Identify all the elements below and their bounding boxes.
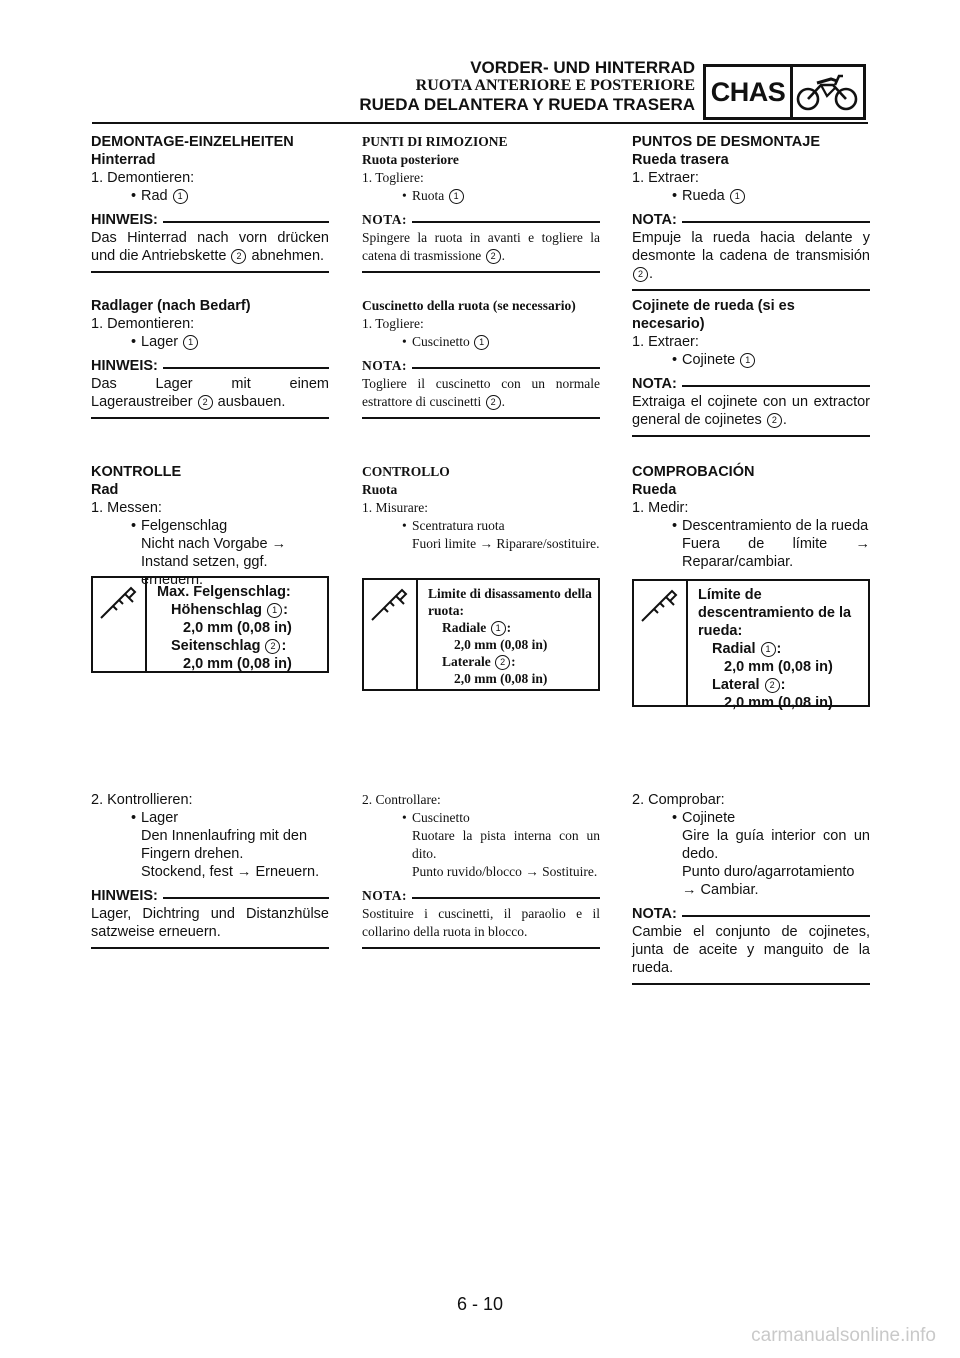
- step-text: 2. Comprobar:: [632, 792, 725, 808]
- note-box: [91, 357, 329, 419]
- motorcycle-icon: [793, 67, 863, 117]
- step-text: 2. Controllare:: [362, 792, 441, 807]
- note-label: NOTA:: [362, 888, 407, 903]
- spec-box: [91, 576, 329, 673]
- section-inspection: [362, 463, 600, 553]
- instruction-text: Gire la guía interior con un dedo.: [682, 828, 870, 862]
- caliper-icon: [93, 578, 147, 671]
- section-title: COMPROBACIÓN: [632, 464, 755, 480]
- section-title: PUNTI DI RIMOZIONE: [362, 134, 508, 149]
- section-title: Cojinete de rueda (si es necesario): [632, 298, 795, 332]
- instruction-text: Stockend, fest → Erneuern.: [141, 864, 320, 880]
- note-box: [632, 375, 870, 437]
- note-text: Cambie el conjunto de cojinetes, junta de aceite y manguito de la rueda.: [632, 923, 870, 985]
- section-bearing-check: [632, 791, 870, 985]
- watermark: carmanualsonline.info: [751, 1325, 936, 1346]
- section-title: KONTROLLE: [91, 464, 182, 480]
- bullet-item: • Ruota 1: [362, 187, 600, 205]
- caliper-icon: [364, 580, 418, 689]
- chapter-badge: [703, 64, 866, 120]
- note-text: Das Hinterrad nach vorn drücken und die Antriebskette 2 abnehmen.: [91, 229, 329, 273]
- section-removal: [91, 133, 329, 273]
- instruction-text: Ruotare la pista interna con un dito.: [412, 828, 600, 861]
- note-text: Empuje la rueda hacia delante y desmonte la cadena de transmisión 2 .: [632, 229, 870, 291]
- step-text: 1. Togliere:: [362, 170, 424, 185]
- page-header-titles: [359, 58, 695, 114]
- section-subtitle: Rueda: [632, 482, 677, 498]
- section-bearing-check: [91, 791, 329, 949]
- note-box: [91, 211, 329, 273]
- note-label: NOTA:: [362, 212, 407, 227]
- ref-number: 1: [173, 189, 188, 204]
- instruction-text: Fuori limite → Riparare/sostituire.: [412, 536, 600, 551]
- note-label: NOTA:: [632, 212, 677, 228]
- spec-box: [632, 579, 870, 711]
- bullet-item: • Rad 1: [91, 187, 329, 205]
- instruction-text: Punto ruvido/blocco → Sostituire.: [412, 864, 598, 879]
- section-subtitle: Ruota: [362, 482, 398, 497]
- bullet-item: • Scentratura ruota: [362, 517, 600, 535]
- note-label: NOTA:: [632, 376, 677, 392]
- bullet-item: • Cuscinetto: [362, 809, 600, 827]
- section-bearing-check: [362, 791, 600, 949]
- bullet-item: • Lager 1: [91, 333, 329, 351]
- note-label: NOTA:: [632, 906, 677, 922]
- section-title: CONTROLLO: [362, 464, 450, 479]
- note-label: NOTA:: [362, 358, 407, 373]
- chapter-badge-label: CHAS: [706, 67, 793, 117]
- step-text: 1. Extraer:: [632, 170, 699, 186]
- note-box: [632, 211, 870, 291]
- instruction-text: Den Innenlaufring mit den Fingern drehen.: [141, 828, 308, 862]
- note-label: HINWEIS:: [91, 888, 158, 904]
- note-box: [362, 357, 600, 419]
- step-text: 1. Misurare:: [362, 500, 428, 515]
- note-label: HINWEIS:: [91, 358, 158, 374]
- bullet-item: • Cojinete: [632, 809, 870, 827]
- section-title: Radlager (nach Bedarf): [91, 298, 251, 314]
- note-text: Extraiga el cojinete con un extractor general de cojinetes 2 .: [632, 393, 870, 437]
- bullet-item: • Descentramiento de la rueda: [632, 517, 870, 535]
- header-title-it: RUOTA ANTERIORE E POSTERIORE: [415, 77, 695, 94]
- section-wheel-bearing: [362, 297, 600, 419]
- note-text: Togliere il cuscinetto con un normale estrattore di cuscinetti 2 .: [362, 375, 600, 419]
- step-text: 1. Messen:: [91, 500, 162, 516]
- section-removal: [632, 133, 870, 291]
- step-text: 2. Kontrollieren:: [91, 792, 193, 808]
- section-removal: [362, 133, 600, 273]
- bullet-item: • Cojinete 1: [632, 351, 870, 369]
- header-title-es: RUEDA DELANTERA Y RUEDA TRASERA: [359, 95, 695, 114]
- note-label: HINWEIS:: [91, 212, 158, 228]
- bullet-item: • Cuscinetto 1: [362, 333, 600, 351]
- section-wheel-bearing: [632, 297, 870, 437]
- note-box: [632, 905, 870, 985]
- note-box: [362, 887, 600, 949]
- note-text: Spingere la ruota in avanti e togliere la catena di trasmissione 2 .: [362, 229, 600, 273]
- section-subtitle: Ruota posteriore: [362, 152, 459, 167]
- instruction-text: Punto duro/agarrotamiento → Cambiar.: [682, 864, 855, 898]
- instruction-text: Nicht nach Vorgabe → Instand setzen, ggf. erneuern.: [141, 536, 287, 588]
- spec-text: Límite de descentramiento de la rueda: Radial 1 : 2,0 mm (0,08 in) Lateral 2 : 2,0 mm (0,08 in): [698, 587, 852, 711]
- note-text: Lager, Dichtring und Distanzhülse satzweise erneuern.: [91, 905, 329, 949]
- instruction-text: Fuera de límite → Reparar/cambiar.: [682, 536, 870, 570]
- section-wheel-bearing: [91, 297, 329, 419]
- section-subtitle: Hinterrad: [91, 152, 156, 168]
- caliper-icon: [634, 581, 688, 705]
- section-title: PUNTOS DE DESMONTAJE: [632, 134, 820, 150]
- section-inspection: [632, 463, 870, 571]
- note-text: Das Lager mit einem Lageraustreiber 2 ausbauen.: [91, 375, 329, 419]
- step-text: 1. Demontieren:: [91, 170, 195, 186]
- bullet-item: • Lager: [91, 809, 329, 827]
- bullet-item: • Felgenschlag: [91, 517, 329, 535]
- spec-text: Max. Felgenschlag: Höhenschlag 1 : 2,0 mm (0,08 in) Seitenschlag 2 : 2,0 mm (0,08 in): [157, 584, 292, 672]
- note-text: Sostituire i cuscinetti, il paraolio e il collarino della ruota in blocco.: [362, 905, 600, 949]
- bullet-item: • Rueda 1: [632, 187, 870, 205]
- section-subtitle: Rueda trasera: [632, 152, 729, 168]
- header-title-de: VORDER- UND HINTERRAD: [470, 58, 695, 77]
- page-number: 6 - 10: [456, 1294, 504, 1314]
- section-inspection: [91, 463, 329, 589]
- spec-text: Limite di disassamento della ruota: Radiale 1 : 2,0 mm (0,08 in) Laterale 2 : 2,0 mm (0,08 in): [428, 586, 592, 686]
- step-text: 1. Medir:: [632, 500, 689, 516]
- note-box: [362, 211, 600, 273]
- section-title: DEMONTAGE-EINZELHEITEN: [91, 134, 294, 150]
- step-text: 1. Togliere:: [362, 316, 424, 331]
- header-rule: [92, 122, 868, 124]
- section-title: Cuscinetto della ruota (se necessario): [362, 298, 576, 313]
- spec-box: [362, 578, 600, 691]
- note-box: [91, 887, 329, 949]
- section-subtitle: Rad: [91, 482, 119, 498]
- step-text: 1. Extraer:: [632, 334, 699, 350]
- step-text: 1. Demontieren:: [91, 316, 195, 332]
